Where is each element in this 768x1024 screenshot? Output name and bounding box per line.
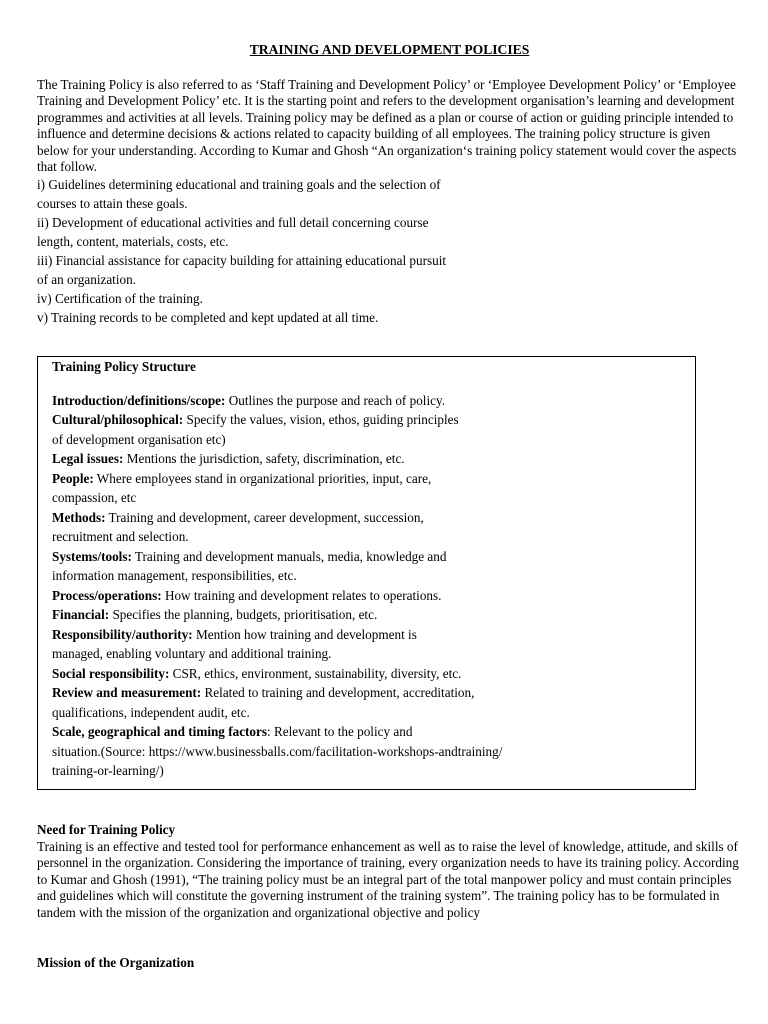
need-paragraph: Training is an effective and tested tool for performance enhancement as well as to raise the level of knowledge, attitude, and skills of personnel in the organization. Considering the importance of training, every organization needs to have its training policy. According to Kumar and Ghosh (1991), “The training policy must be an integral part of the total manpower policy and must contain principles and guidelines which will constitute the governing instrument of the training system”. The training policy has to be formulated in tandem with the mission of the organization and organizational objective and policy — [37, 838, 739, 920]
training-policy-structure-box — [37, 356, 696, 790]
structure-item: Review and measurement: Related to training and development, accreditation, qualifications, independent audit, etc. — [52, 685, 475, 720]
section-heading: Need for Training Policy — [37, 822, 176, 837]
structure-list — [52, 391, 695, 781]
page-title: TRAINING AND DEVELOPMENT POLICIES — [249, 42, 530, 57]
structure-item: People: Where employees stand in organizational priorities, input, care, compassion, etc — [52, 470, 432, 505]
aspects-list — [37, 175, 742, 327]
structure-item: Process/operations: How training and development relates to operations. — [52, 587, 442, 603]
structure-item: Financial: Specifies the planning, budgets, prioritisation, etc. — [52, 607, 378, 622]
structure-item: Methods: Training and development, career development, succession, recruitment and selection. — [52, 509, 424, 544]
structure-item: Cultural/philosophical: Specify the values, vision, ethos, guiding principles of development organisation etc) — [52, 412, 459, 447]
list-item: iii) Financial assistance for capacity building for attaining educational pursuit of an organization. — [37, 253, 447, 288]
list-item: v) Training records to be completed and kept updated at all time. — [37, 310, 379, 326]
need-section — [37, 822, 742, 922]
structure-item: Scale, geographical and timing factors: Relevant to the policy and situation.(Source: https://www.businessballs.com/facilitation-workshops-andtraining/ training-or-learning/) — [52, 724, 503, 778]
structure-item: Responsibility/authority: Mention how training and development is managed, enabling voluntary and additional training. — [52, 626, 417, 661]
list-item: ii) Development of educational activities and full detail concerning course length, content, materials, costs, etc. — [37, 215, 429, 250]
list-item: i) Guidelines determining educational and training goals and the selection of courses to attain these goals. — [37, 177, 441, 212]
document-page — [37, 42, 742, 327]
structure-item: Introduction/definitions/scope: Outlines the purpose and reach of policy. — [52, 392, 446, 408]
intro-paragraph: The Training Policy is also referred to as ‘Staff Training and Development Policy’ or ‘Employee Development Policy’ or ‘Employee Training and Development Policy’ etc. It is the starting point and refers to the development organisation’s learning and development programmes and activities at all levels. Training policy may be defined as a plan or course of action or guiding principle intended to influence and determine decisions & actions related to capacity building of all employees. The training policy structure is given below for your understanding. According to Kumar and Ghosh “An organization‘s training policy statement would cover the aspects that follow. — [37, 77, 737, 175]
section-heading-mission: Mission of the Organization — [37, 955, 195, 970]
structure-item: Social responsibility: CSR, ethics, environment, sustainability, diversity, etc. — [52, 665, 462, 681]
structure-item: Legal issues: Mentions the jurisdiction, safety, discrimination, etc. — [52, 451, 405, 466]
list-item: iv) Certification of the training. — [37, 291, 203, 307]
box-title: Training Policy Structure — [52, 359, 196, 374]
structure-item: Systems/tools: Training and development manuals, media, knowledge and information management, responsibilities, etc. — [52, 548, 447, 583]
